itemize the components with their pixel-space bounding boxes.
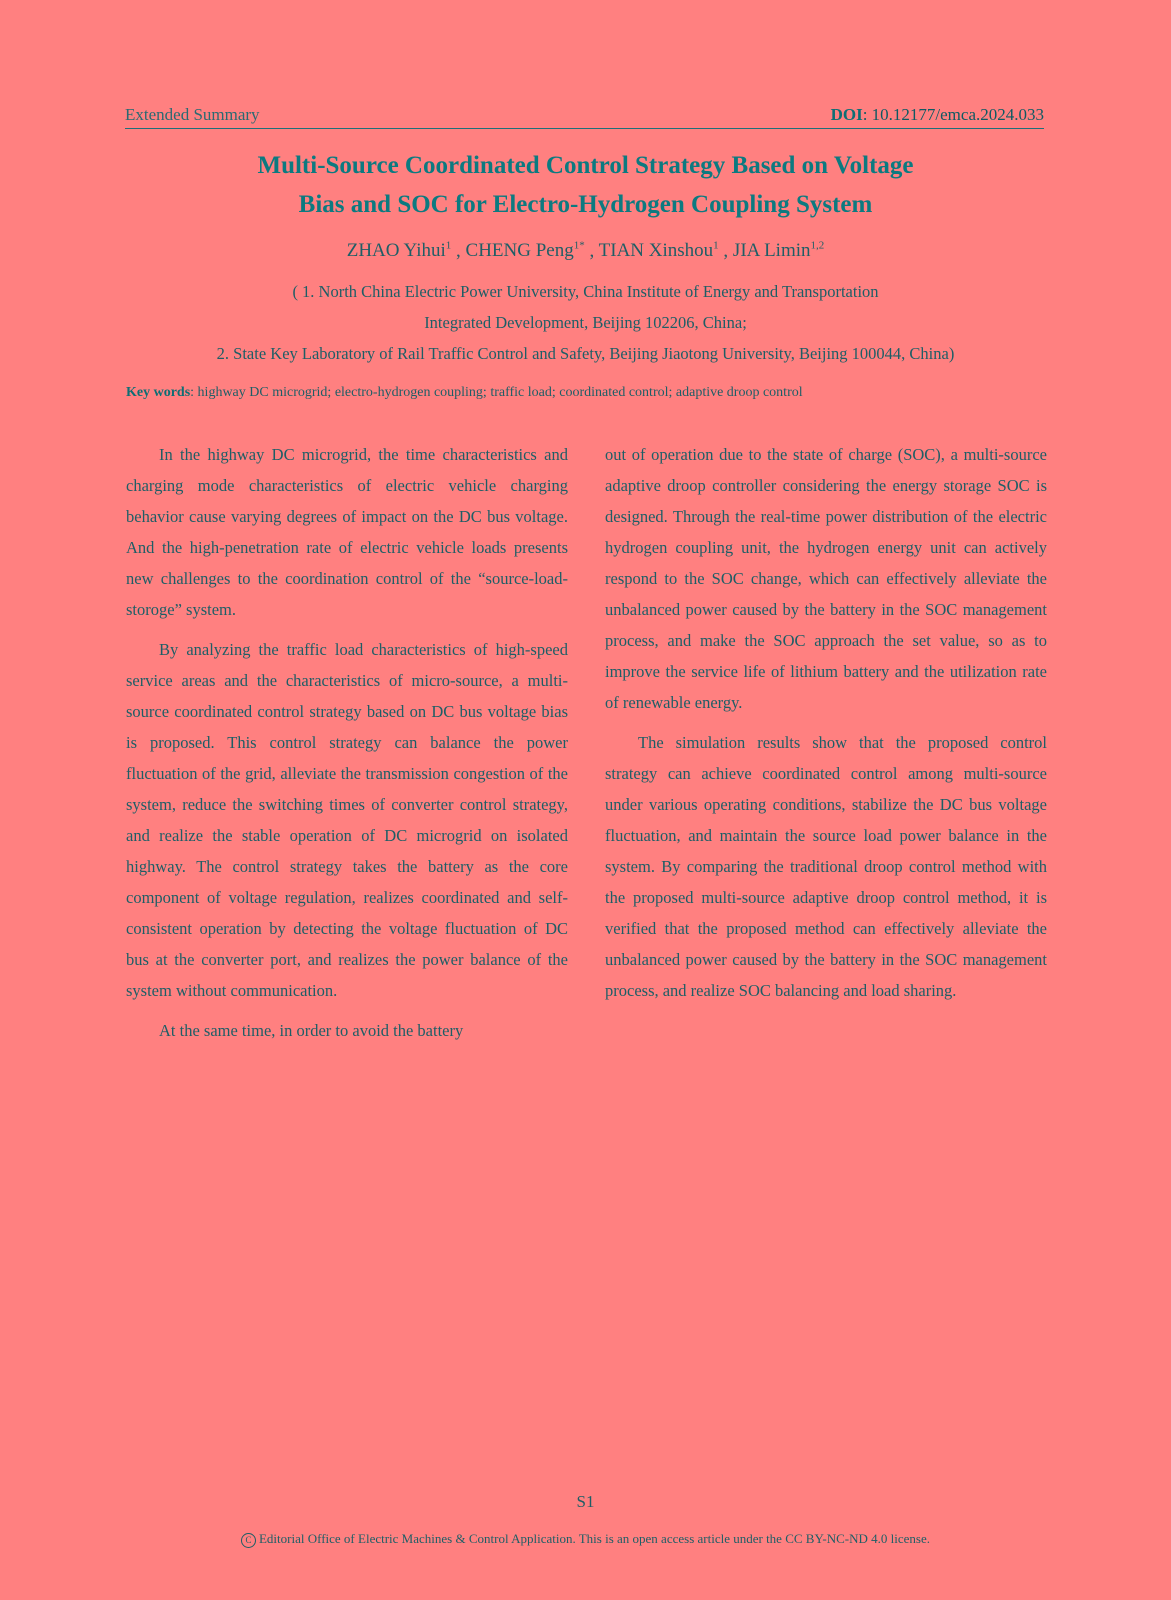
section-label: Extended Summary	[125, 105, 260, 124]
doi-label: DOI	[830, 105, 863, 124]
author-2: CHENG Peng$^{1*}$	[465, 240, 585, 262]
body-column-left	[126, 439, 568, 1055]
footer-text: Editorial Office of Electric Machines & Control Application. This is an open access article under the CC BY-NC-ND 4.0 license.	[258, 1531, 931, 1546]
title-line-1: Multi-Source Coordinated Control Strategy Based on Voltage	[257, 152, 914, 179]
keywords	[126, 385, 1045, 401]
body-column-right	[605, 439, 1047, 1015]
author-4: JIA Limin$^{1,2}$	[732, 240, 825, 262]
affiliation-line-1: ( 1. North China Electric Power University, China Institute of Energy and Transportation	[292, 282, 879, 301]
author-3: TIAN Xinshou$^1$	[598, 240, 719, 262]
keywords-label: Key words	[126, 385, 191, 400]
paper-title	[130, 146, 1041, 224]
paragraph: At the same time, in order to avoid the battery	[159, 1021, 464, 1040]
page-number: S1	[576, 1492, 595, 1511]
title-line-2: Bias and SOC for Electro-Hydrogen Coupling System	[298, 191, 873, 218]
paragraph: The simulation results show that the proposed control strategy can achieve coordinated control among multi-source under various operating conditions, stabilize the DC bus voltage fluctuation, and maintain the source load power balance in the system. By comparing the traditional droop control method with the proposed multi-source adaptive droop control method, it is verified that the proposed method can effectively alleviate the unbalanced power caused by the battery in the SOC management process, and realize SOC balancing and load sharing.	[605, 733, 1047, 1000]
author-list: ZHAO Yihui$^1$ , CHENG Peng$^{1*}$ , TIAN Xinshou$^1$ , JIA Limin$^{1,2}$	[346, 240, 825, 262]
copyright-footer	[0, 1531, 1171, 1548]
paragraph: out of operation due to the state of charge (SOC), a multi-source adaptive droop controller considering the energy storage SOC is designed. Through the real-time power distribution of the electric hydrogen coupling unit, the hydrogen energy unit can actively respond to the SOC change, which can effectively alleviate the unbalanced power caused by the battery in the SOC management process, and make the SOC approach the set value, so as to improve the service life of lithium battery and the utilization rate of renewable energy.	[605, 445, 1047, 712]
doi-value: : 10.12177/emca.2024.033	[862, 105, 1044, 124]
affiliation-line-2: Integrated Development, Beijing 102206, China;	[424, 313, 747, 332]
doi[interactable]	[831, 105, 1044, 125]
affiliation-line-3: 2. State Key Laboratory of Rail Traffic Control and Safety, Beijing Jiaotong University, Beijing 100044, China)	[216, 344, 955, 363]
affiliations	[110, 276, 1061, 369]
running-header	[125, 99, 1044, 129]
keywords-text: : highway DC microgrid; electro-hydrogen coupling; traffic load; coordinated control; adaptive droop control	[190, 385, 803, 400]
paragraph: By analyzing the traffic load characteristics of high-speed service areas and the characteristics of micro-source, a multi-source coordinated control strategy based on DC bus voltage bias is proposed. This control strategy can balance the power fluctuation of the grid, alleviate the transmission congestion of the system, reduce the switching times of converter control strategy, and realize the stable operation of DC microgrid on isolated highway. The control strategy takes the battery as the core component of voltage regulation, realizes coordinated and self-consistent operation by detecting the voltage fluctuation of DC bus at the converter port, and realizes the power balance of the system without communication.	[126, 640, 568, 1000]
copyright-icon: C	[241, 1533, 256, 1548]
paragraph: In the highway DC microgrid, the time characteristics and charging mode characteristics of electric vehicle charging behavior cause varying degrees of impact on the DC bus voltage. And the high-penetration rate of electric vehicle loads presents new challenges to the coordination control of the “source-load-storoge” system.	[126, 445, 568, 619]
author-1: ZHAO Yihui$^1$	[346, 240, 452, 262]
